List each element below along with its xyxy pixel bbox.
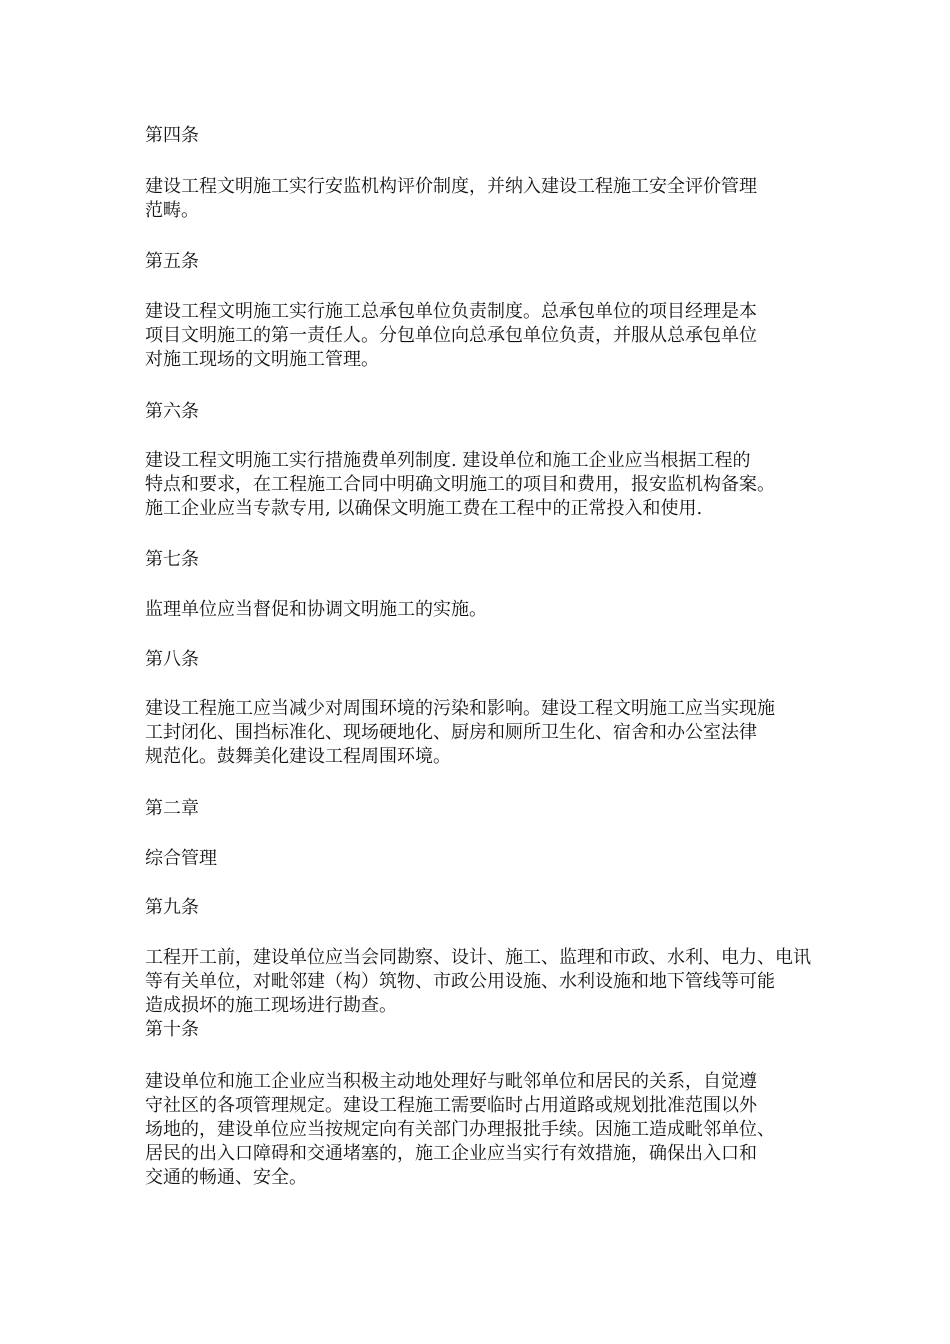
text-line: 交通的畅通、安全。 [145,1167,307,1188]
article-body-10 [145,1070,815,1190]
text-line: 范畴。 [145,200,199,221]
text-line: 建设工程文明施工实行施工总承包单位负责制度。总承包单位的项目经理是本 [145,301,757,322]
text-line: 第四条 [145,125,199,146]
text-line: 第六条 [145,401,199,422]
text-line: 第九条 [145,897,199,918]
article-heading-8 [145,648,815,672]
article-body-5 [145,300,815,372]
text-line: 第十条 [145,1019,199,1040]
text-line: 建设工程文明施工实行措施费单列制度. 建设单位和施工企业应当根据工程的 [145,450,751,471]
chapter-heading [145,797,815,821]
article-body-4 [145,175,815,223]
text-line: 居民的出入口障碍和交通堵塞的，施工企业应当实行有效措施，确保出入口和 [145,1143,757,1164]
text-line: 施工企业应当专款专用, 以确保文明施工费在工程中的正常投入和使用. [145,498,703,519]
text-line: 第二章 [145,798,199,819]
text-line: 综合管理 [145,848,217,869]
text-line: 建设工程文明施工实行安监机构评价制度，并纳入建设工程施工安全评价管理 [145,176,757,197]
text-line: 项目文明施工的第一责任人。分包单位向总承包单位负责，并服从总承包单位 [145,325,757,346]
chapter-title [145,847,815,871]
article-body-7 [145,598,815,622]
article-body-9 [145,946,815,1042]
article-heading-6 [145,400,815,424]
text-line: 监理单位应当督促和协调文明施工的实施。 [145,599,487,620]
text-line: 第八条 [145,649,199,670]
article-body-6 [145,449,815,521]
text-line: 等有关单位，对毗邻建（构）筑物、市政公用设施、水利设施和地下管线等可能 [145,971,775,992]
article-heading-4 [145,124,815,148]
text-line: 守社区的各项管理规定。建设工程施工需要临时占用道路或规划批准范围以外 [145,1095,757,1116]
text-line: 对施工现场的文明施工管理。 [145,349,379,370]
text-line: 规范化。鼓舞美化建设工程周围环境。 [145,746,451,767]
text-line: 建设单位和施工企业应当积极主动地处理好与毗邻单位和居民的关系，自觉遵 [145,1071,757,1092]
article-heading-5 [145,250,815,274]
text-line: 第七条 [145,549,199,570]
text-line: 建设工程施工应当减少对周围环境的污染和影响。建设工程文明施工应当实现施 [145,698,775,719]
text-line: 造成损坏的施工现场进行勘查。 [145,995,397,1016]
text-line: 工封闭化、围挡标准化、现场硬地化、厨房和厕所卫生化、宿舍和办公室法律 [145,722,757,743]
text-line: 场地的，建设单位应当按规定向有关部门办理报批手续。因施工造成毗邻单位、 [145,1119,775,1140]
text-line: 工程开工前，建设单位应当会同勘察、设计、施工、监理和市政、水利、电力、电讯 [145,947,811,968]
article-heading-7 [145,548,815,572]
text-line: 特点和要求，在工程施工合同中明确文明施工的项目和费用，报安监机构备案。 [145,474,775,495]
article-body-8 [145,697,815,769]
text-line: 第五条 [145,251,199,272]
article-heading-9 [145,896,815,920]
